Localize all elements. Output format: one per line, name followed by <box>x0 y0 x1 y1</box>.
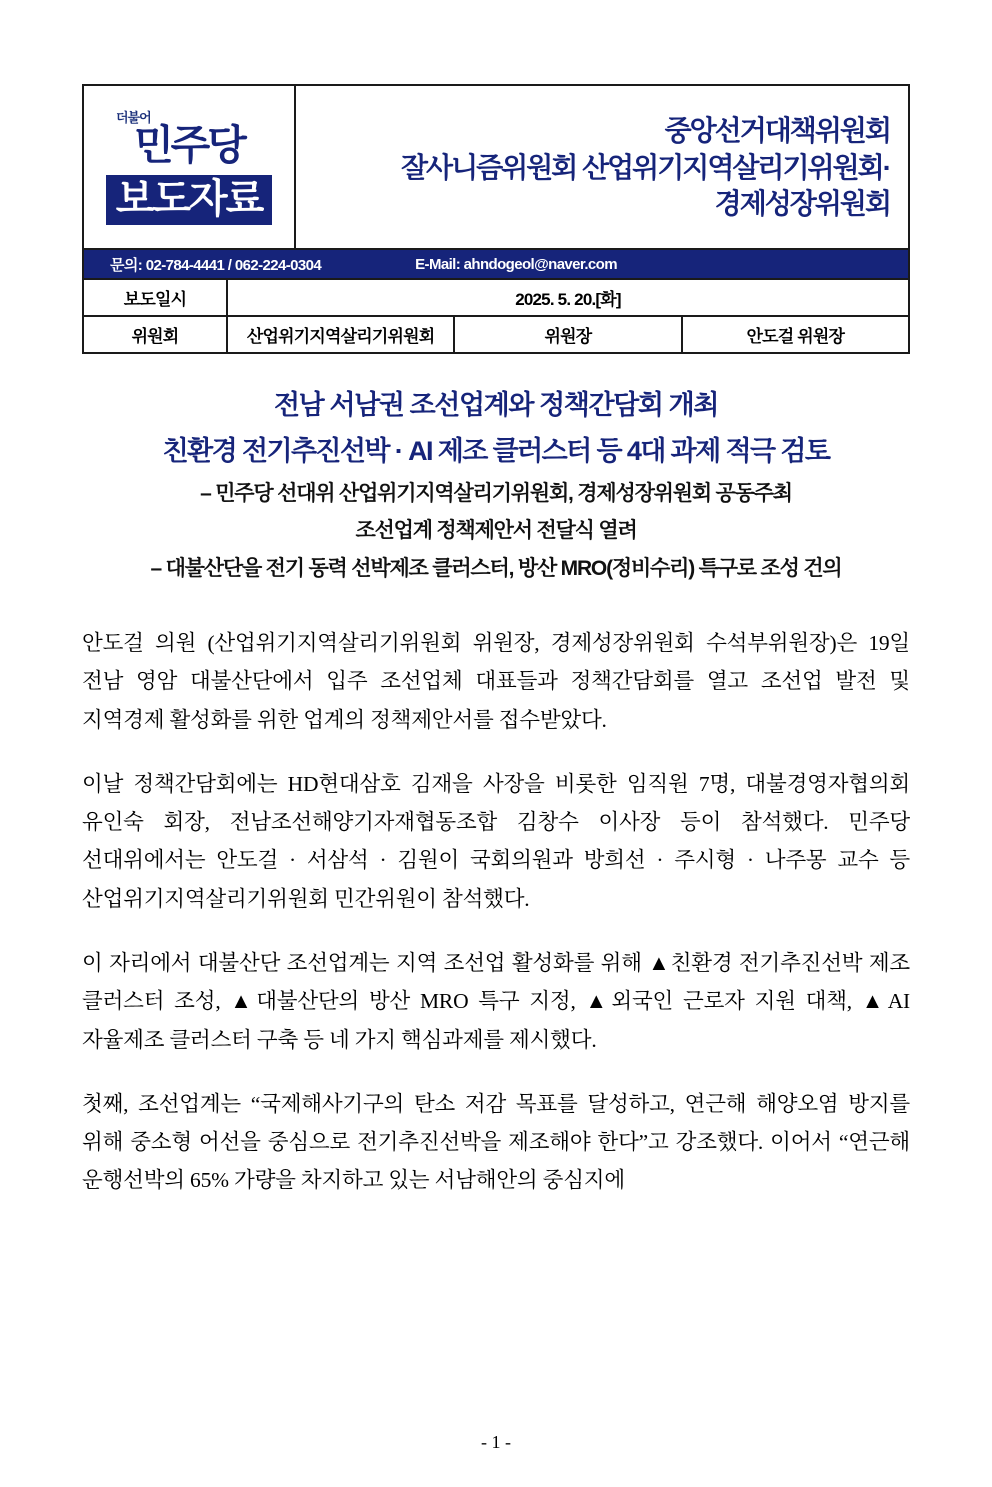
committee-names <box>296 86 908 248</box>
subtitle-line-3: – 대불산단을 전기 동력 선박제조 클러스터, 방산 MRO(정비수리) 특구로 조성 건의 <box>150 556 842 580</box>
committee-label: 위원회 <box>83 316 227 353</box>
logo-main-text: 민주당 <box>134 121 244 168</box>
paragraph: 이 자리에서 대불산단 조선업계는 지역 조선업 활성화를 위해 ▲친환경 전기추진선박 제조 클러스터 조성, ▲대불산단의 방산 MRO 특구 지정, ▲외국인 근로자 지원 대책, ▲AI 자율제조 클러스터 구축 등 네 가지 핵심과제를 제시했다. <box>82 951 910 1052</box>
party-logo <box>84 86 296 248</box>
subtitle-line-1: – 민주당 선대위 산업위기지역살리기위원회, 경제성장위원회 공동주최 <box>200 481 792 505</box>
committee-value: 산업위기지역살리기위원회 <box>227 316 454 353</box>
paragraph: 첫째, 조선업계는 “국제해사기구의 탄소 저감 목표를 달성하고, 연근해 해양오염 방지를 위해 중소형 어선을 중심으로 전기추진선박을 제조해야 한다”고 강조했다. 이어서 “연근해 운행선박의 65% 가량을 차지하고 있는 서남해안의 중심지에 <box>82 1091 910 1193</box>
logo-sub-text: 더불어 <box>116 109 151 125</box>
table-row <box>83 316 909 353</box>
contact-bar <box>84 248 908 278</box>
press-release-header <box>82 84 910 278</box>
header-top-row <box>84 86 908 248</box>
date-label: 보도일시 <box>83 279 227 316</box>
main-title-line-1: 전남 서남권 조선업계와 정책간담회 개최 <box>274 390 718 420</box>
date-value: 2025. 5. 20.[화] <box>227 279 909 316</box>
contact-phone: 문의: 02-784-4441 / 062-224-0304 <box>110 256 322 274</box>
committee-line-2: 잘사니즘위원회 산업위기지역살리기위원회· <box>400 151 890 183</box>
committee-line-3: 경제성장위원회 <box>714 188 890 220</box>
chair-label: 위원장 <box>454 316 681 353</box>
table-row <box>83 279 909 316</box>
meta-table <box>82 278 910 354</box>
subtitle-line-2: 조선업계 정책제안서 전달식 열려 <box>355 519 637 543</box>
chair-value: 안도걸 위원장 <box>682 316 909 353</box>
title-block <box>82 386 910 584</box>
main-title-line-2: 친환경 전기추진선박 · AI 제조 클러스터 등 4대 과제 적극 검토 <box>162 436 830 467</box>
contact-email: E-Mail: ahndogeol@naver.com <box>415 255 617 273</box>
page-number: - 1 - <box>481 1432 511 1452</box>
press-release-badge: 보도자료 <box>106 175 273 226</box>
document-page <box>0 84 992 1487</box>
paragraph: 안도걸 의원 (산업위기지역살리기위원회 위원장, 경제성장위원회 수석부위원장)은 19일 전남 영암 대불산단에서 입주 조선업체 대표들과 정책간담회를 열고 조선업 발전 및 지역경제 활성화를 위한 업계의 정책제안서를 접수받았다. <box>82 631 910 732</box>
committee-line-1: 중앙선거대책위원회 <box>664 115 890 147</box>
body-text <box>82 624 910 1199</box>
paragraph: 이날 정책간담회에는 HD현대삼호 김재을 사장을 비롯한 임직원 7명, 대불경영자협의회 유인숙 회장, 전남조선해양기자재협동조합 김창수 이사장 등이 참석했다. 민주당 선대위에서는 안도걸 · 서삼석 · 김원이 국회의원과 방희선 · 주시형 · 나주몽 교수 등 산업위기지역살리기위원회 민간위원이 참석했다. <box>82 771 910 911</box>
